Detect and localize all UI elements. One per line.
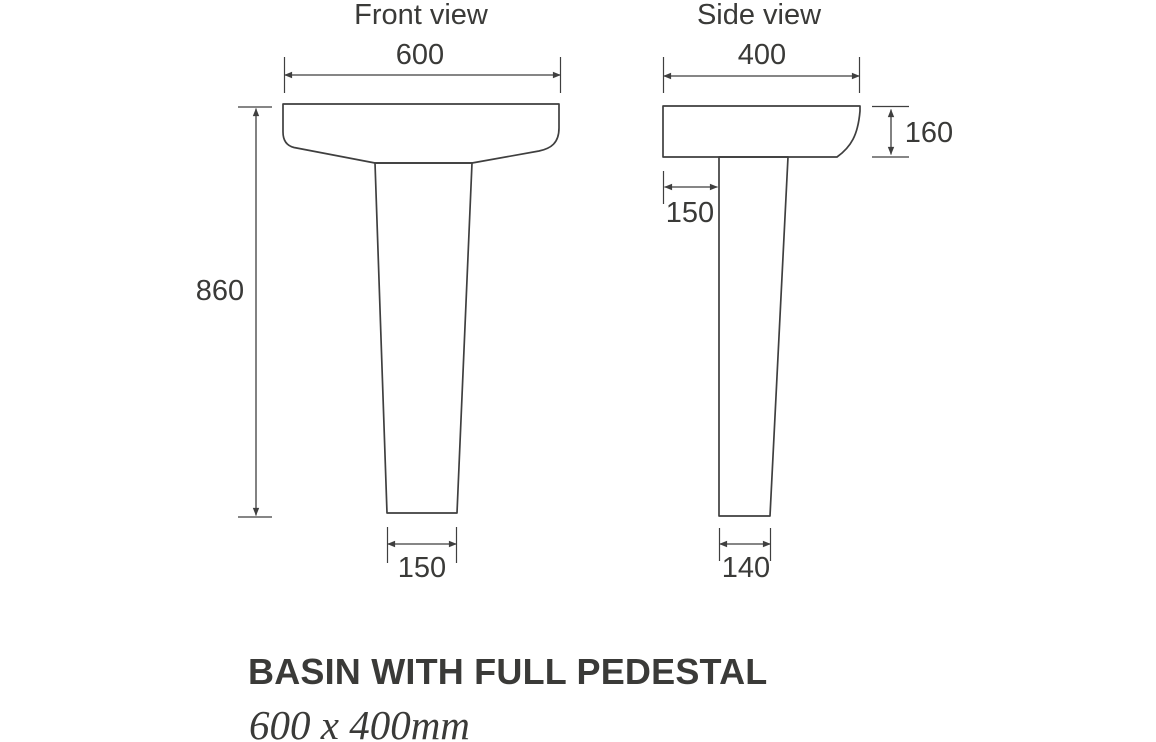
side-pedestal-outline xyxy=(719,157,788,516)
side-depth-value: 400 xyxy=(737,39,787,71)
front-width-value: 600 xyxy=(395,39,445,71)
side-pedestal-width-dimension xyxy=(720,528,771,584)
side-view-group xyxy=(663,0,953,584)
side-overhang-value: 150 xyxy=(665,197,715,229)
product-title: BASIN WITH FULL PEDESTAL xyxy=(248,651,768,692)
front-pedestal-outline xyxy=(375,163,472,513)
side-pedestal-width-value: 140 xyxy=(721,552,771,584)
front-width-dimension xyxy=(285,39,561,93)
side-overhang-dimension xyxy=(664,171,718,229)
side-basin-outline xyxy=(663,106,860,157)
front-height-dimension xyxy=(196,107,272,517)
front-pedestal-width-value: 150 xyxy=(397,552,447,584)
front-height-reference-ticks xyxy=(238,107,272,517)
side-view-title: Side view xyxy=(696,0,822,31)
front-view-title: Front view xyxy=(354,0,488,31)
caption-group xyxy=(248,651,767,742)
side-basin-height-value: 160 xyxy=(904,117,954,149)
side-depth-dimension xyxy=(664,39,860,93)
front-view-group xyxy=(196,0,561,584)
product-dimensions: 600 x 400mm xyxy=(249,702,470,742)
front-basin-outline xyxy=(283,104,559,163)
front-height-value: 860 xyxy=(195,275,245,307)
side-basin-height-dimension xyxy=(872,107,953,158)
front-pedestal-width-dimension xyxy=(388,527,457,584)
